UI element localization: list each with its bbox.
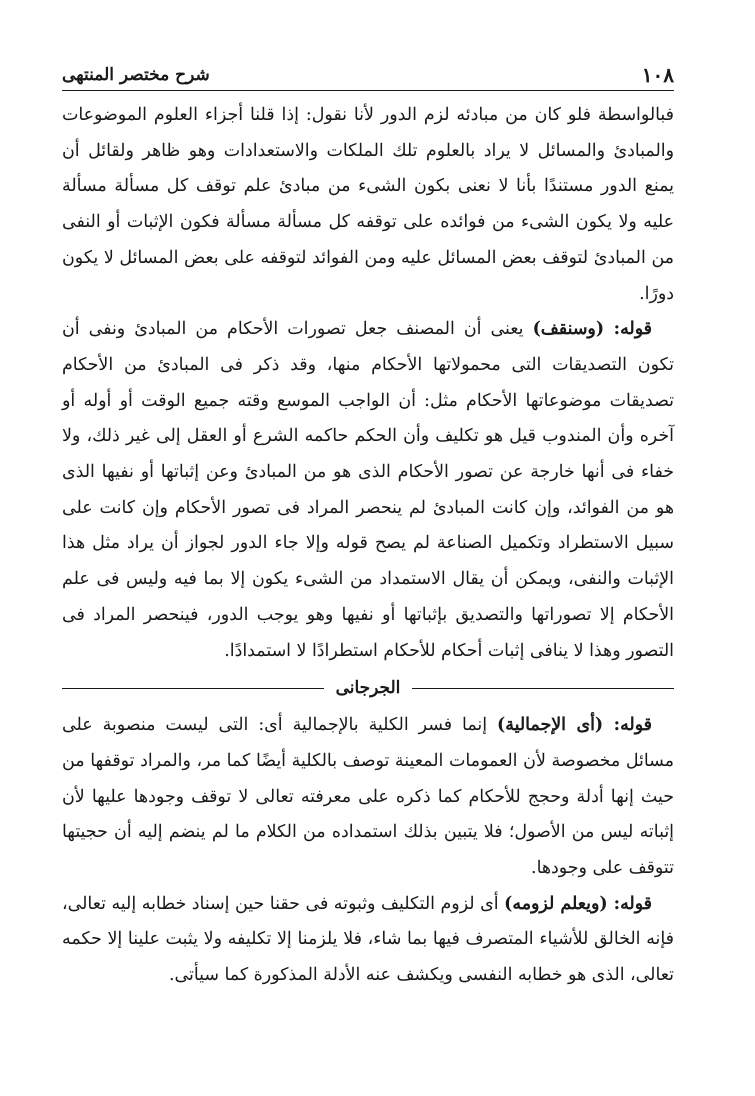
divider-label: الجرجانى (335, 678, 401, 699)
paragraph-1-text: فبالواسطة فلو كان من مبادئه لزم الدور لأنا نقول: إذا قلنا أجزاء العلوم الموضوعات والمبادئ والمسائل لا يراد بالعلوم تلك الملكات والاستعدادات وهو ظاهر ولقائل أن يمنع الدور مستندًا بأنا لا نعنى بكون الشىء من مبادئ علم توقف كل مسألة مسألة عليه ولا يكون الشىء من فوائده على توقفه كل مسألة مسألة فكون الإثبات أو النفى من المبادئ لتوقف بعض المسائل عليه ومن الفوائد لتوقفه على بعض المسائل لا يكون دورًا. (62, 105, 674, 304)
divider-line-right (412, 688, 674, 689)
paragraph-2-text: يعنى أن المصنف جعل تصورات الأحكام من المبادئ ونفى أن تكون التصديقات التى محمولاتها الأحكام منها، وقد ذكر فى المبادئ من الأحكام تصديقات موضوعاتها الأحكام مثل: أن الواجب الموسع وقته جميع الوقت أو أوله أو آخره وأن المندوب قيل هو تكليف وأن الحكم حاكمه الشرع أو العقل إلى غير ذلك، ولا خفاء فى أنها خارجة عن تصور الأحكام الذى هو من المبادئ وعن إثباتها أو نفيها الذى هو من الفوائد، وإن كانت المبادئ لم ينحصر المراد فى تصور الأحكام وإن كانت على سبيل الاستطراد وتكميل الصناعة لم يصح قوله وإلا جاء الدور لجواز أن يراد مثل هذا الإثبات والنفى، ويمكن أن يقال الاستمداد من الشىء يكون إلا بما فيه وليس فى علم الأحكام إلا تصوراتها والتصديق بإثباتها أو نفيها وهو يوجب الدور، فينحصر المراد فى التصور وهذا لا ينافى إثبات أحكام للأحكام استطرادًا لا استمدادًا. (62, 319, 674, 661)
paragraph-4-lead: قوله: (ويعلم لزومه) (504, 893, 652, 914)
divider-line-left (62, 688, 324, 689)
commentary-section (62, 98, 674, 669)
jurjani-section (62, 708, 674, 994)
paragraph-1 (62, 98, 674, 312)
page-header (62, 60, 674, 91)
page-number: ١٠٨ (641, 63, 674, 87)
section-divider (62, 670, 674, 706)
paragraph-3-text: إنما فسر الكلية بالإجمالية أى: التى ليست منصوبة على مسائل مخصوصة لأن العمومات المعينة توصف بالكلية أيضًا كما مر، والمراد توقفها من حيث إنها أدلة وحجج للأحكام كما ذكره على معرفته تعالى لا توقف وجودها عليها لأن إثباته ليس من الأصول؛ فلا يتبين بذلك استمداده من الكلام ما لم ينضم إليه أن حجيتها تتوقف على وجودها. (62, 715, 674, 879)
page (62, 60, 674, 994)
paragraph-4-text: أى لزوم التكليف وثبوته فى حقنا حين إسناد خطابه إليه تعالى، فإنه الخالق للأشياء المتصرف فيها بما شاء، فلا يلزمنا إلا تكليفه ولا يثبت علينا إلا حكمه تعالى، الذى هو خطابه النفسى ويكشف عنه الأدلة المذكورة كما سيأتى. (62, 893, 674, 986)
running-title: شرح مختصر المنتهى (62, 65, 210, 85)
paragraph-3 (62, 708, 674, 887)
paragraph-2-lead: قوله: (وسنقف) (532, 319, 652, 340)
paragraph-2 (62, 312, 674, 669)
paragraph-3-lead: قوله: (أى الإجمالية) (497, 715, 652, 736)
paragraph-4 (62, 887, 674, 994)
